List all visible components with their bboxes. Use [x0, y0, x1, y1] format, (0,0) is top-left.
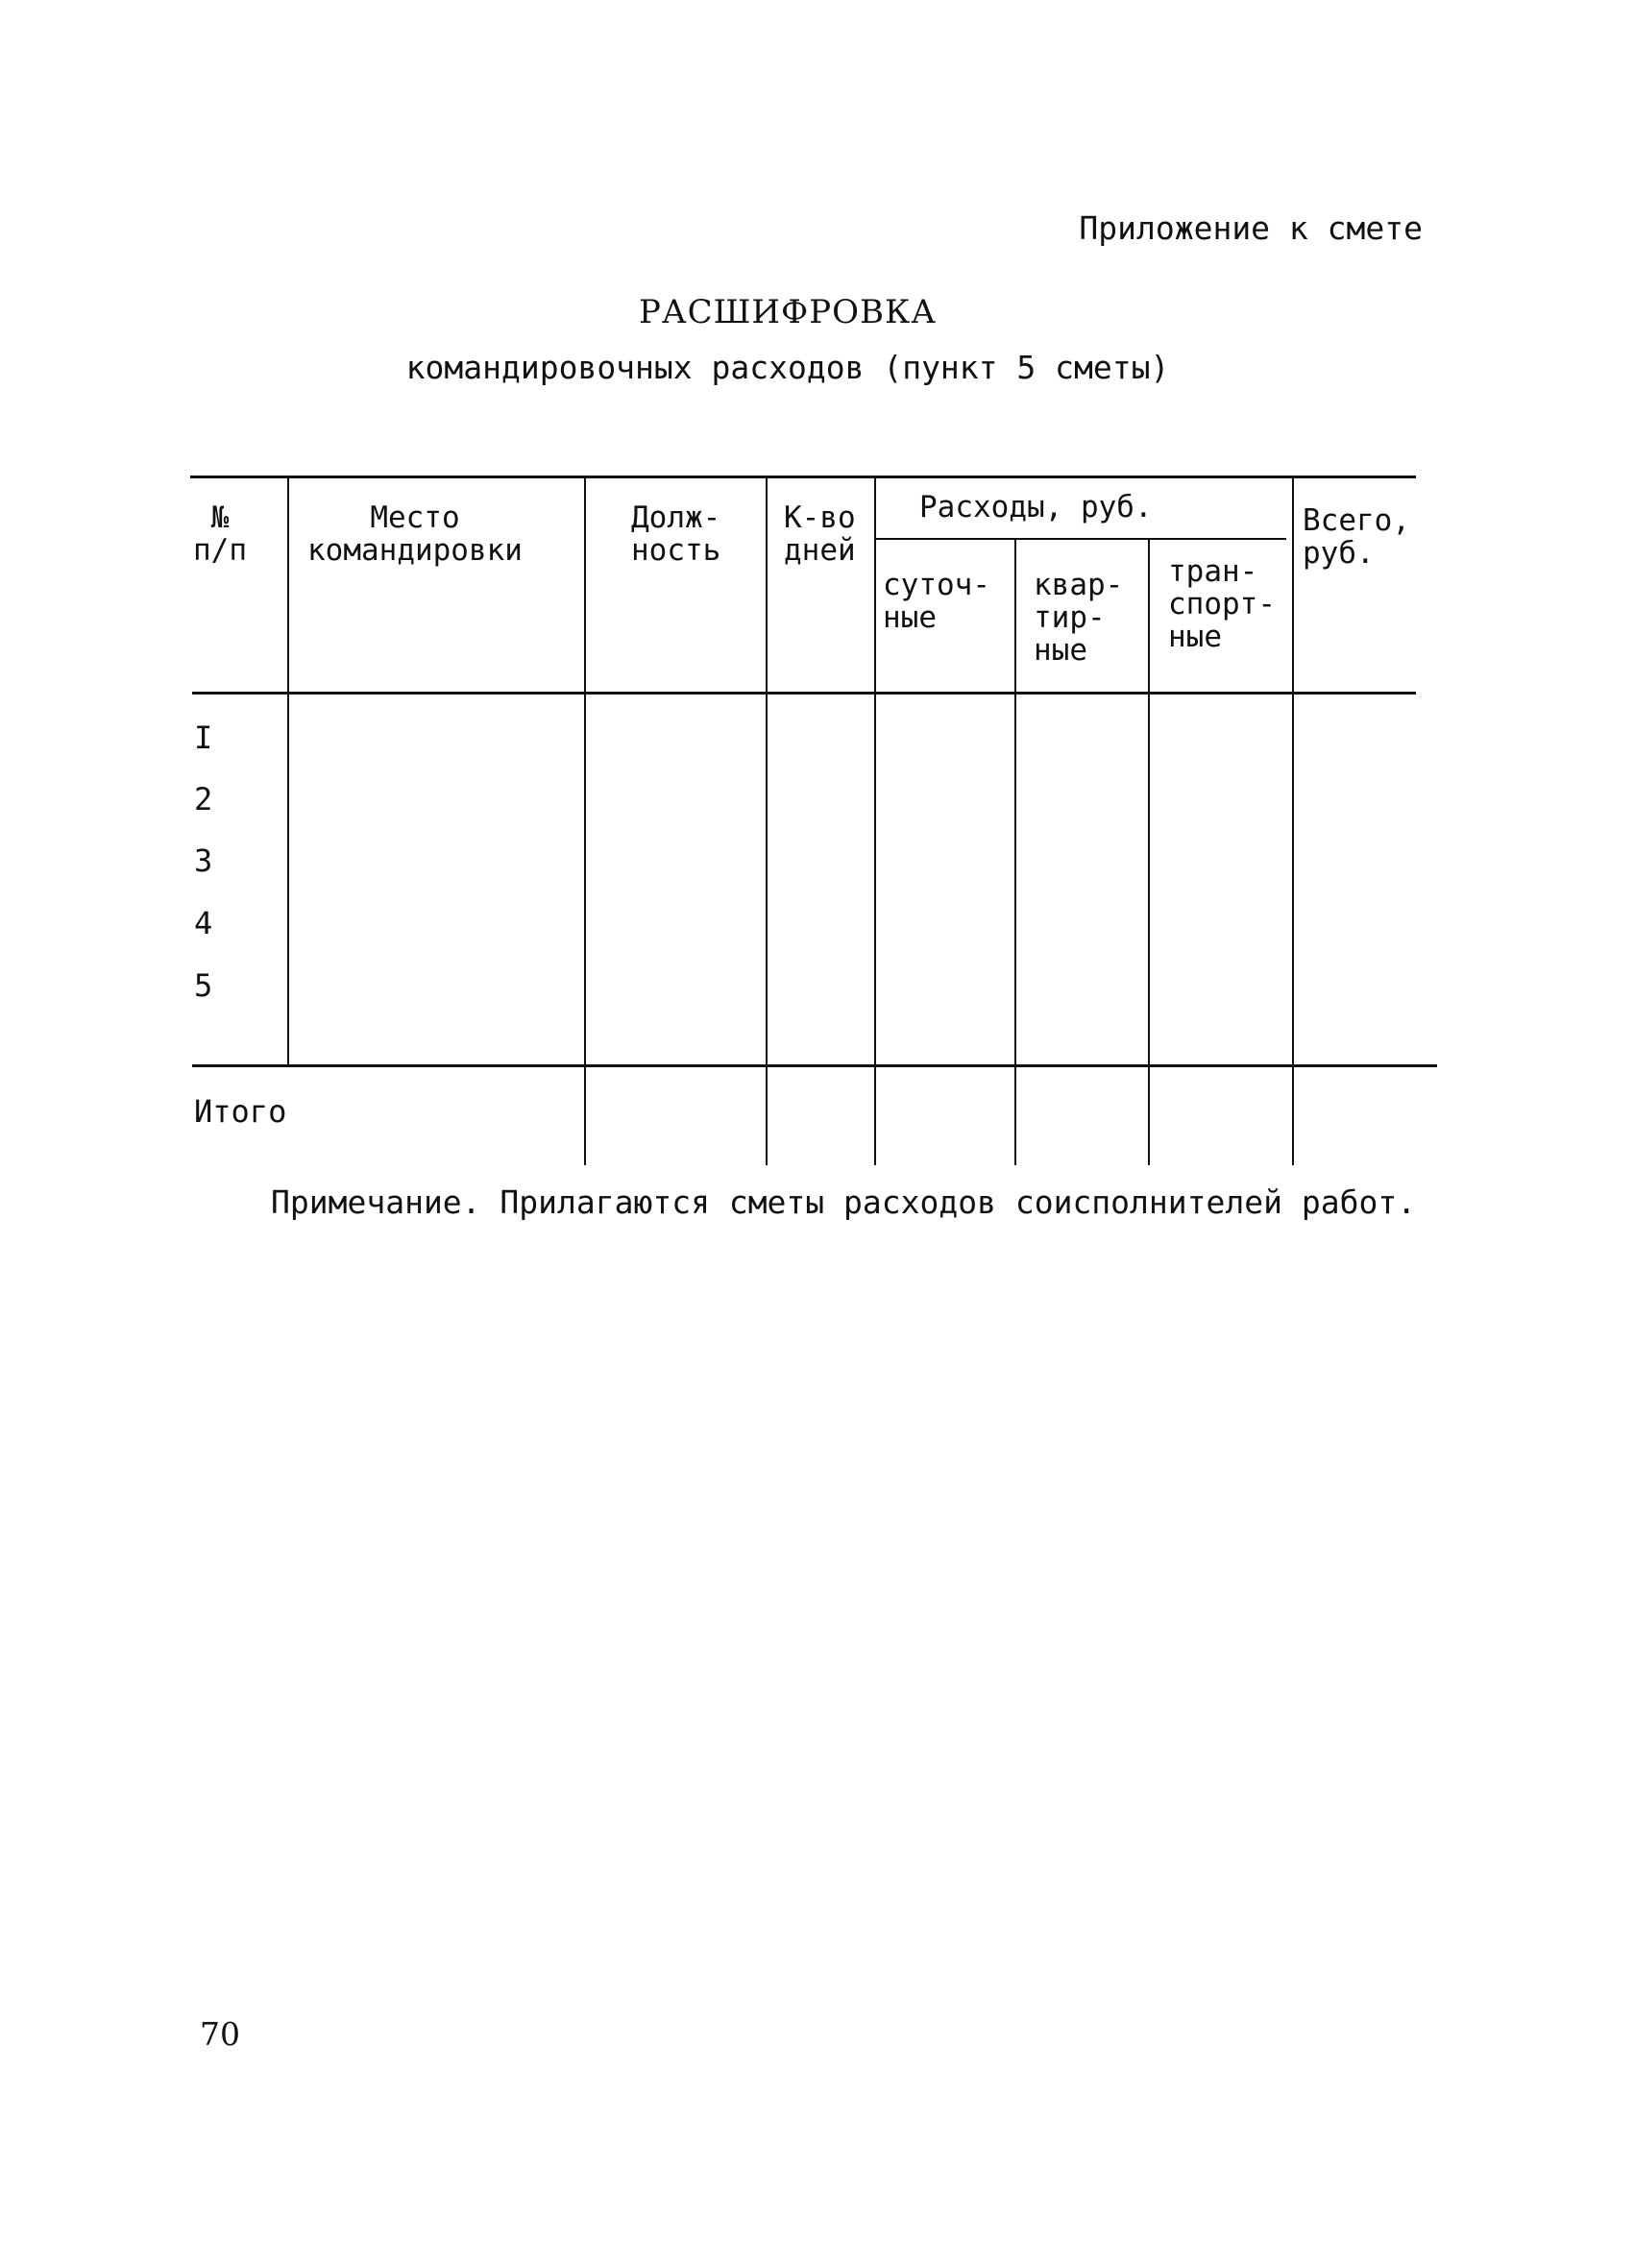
col-divider-housing	[1148, 540, 1150, 1165]
col-header-expenses-group: Расходы, руб.	[919, 490, 1153, 524]
col-header-total: Всего, руб.	[1303, 503, 1410, 571]
document-subtitle: командировочных расходов (пункт 5 сметы)	[405, 349, 1170, 386]
col-header-housing: квар- тир- ные	[1034, 568, 1124, 668]
row-number: 4	[194, 905, 213, 941]
appendix-label: Приложение к смете	[1079, 209, 1423, 247]
col-divider-transport	[1292, 477, 1294, 1165]
body-bottom-border	[192, 1064, 1437, 1067]
row-number: 2	[194, 781, 213, 817]
header-bottom-border	[192, 692, 1416, 695]
table-top-border	[190, 476, 1416, 478]
col-divider-position	[766, 477, 768, 1165]
col-header-position: Долж- ность	[631, 500, 721, 568]
document-title: РАСШИФРОВКА	[638, 293, 938, 331]
col-header-num: № п/п	[193, 500, 247, 568]
row-number: I	[194, 719, 213, 756]
row-number: 5	[194, 967, 213, 1004]
expenses-group-underline	[876, 538, 1286, 540]
col-header-daily: суточ- ные	[883, 568, 990, 635]
note-text: Примечание. Прилагаются сметы расходов соисполнителей работ.	[271, 1183, 1417, 1221]
col-header-place: Место командировки	[307, 500, 523, 568]
total-row-label: Итого	[194, 1093, 287, 1130]
col-divider-num	[287, 477, 289, 1065]
col-divider-days	[874, 477, 876, 1165]
col-header-days: К-во дней	[784, 500, 856, 568]
row-number: 3	[194, 842, 213, 879]
col-divider-place	[584, 477, 586, 1165]
page-number: 70	[200, 2015, 240, 2053]
col-header-transport: тран- спорт- ные	[1168, 554, 1276, 654]
col-divider-daily	[1014, 540, 1016, 1165]
